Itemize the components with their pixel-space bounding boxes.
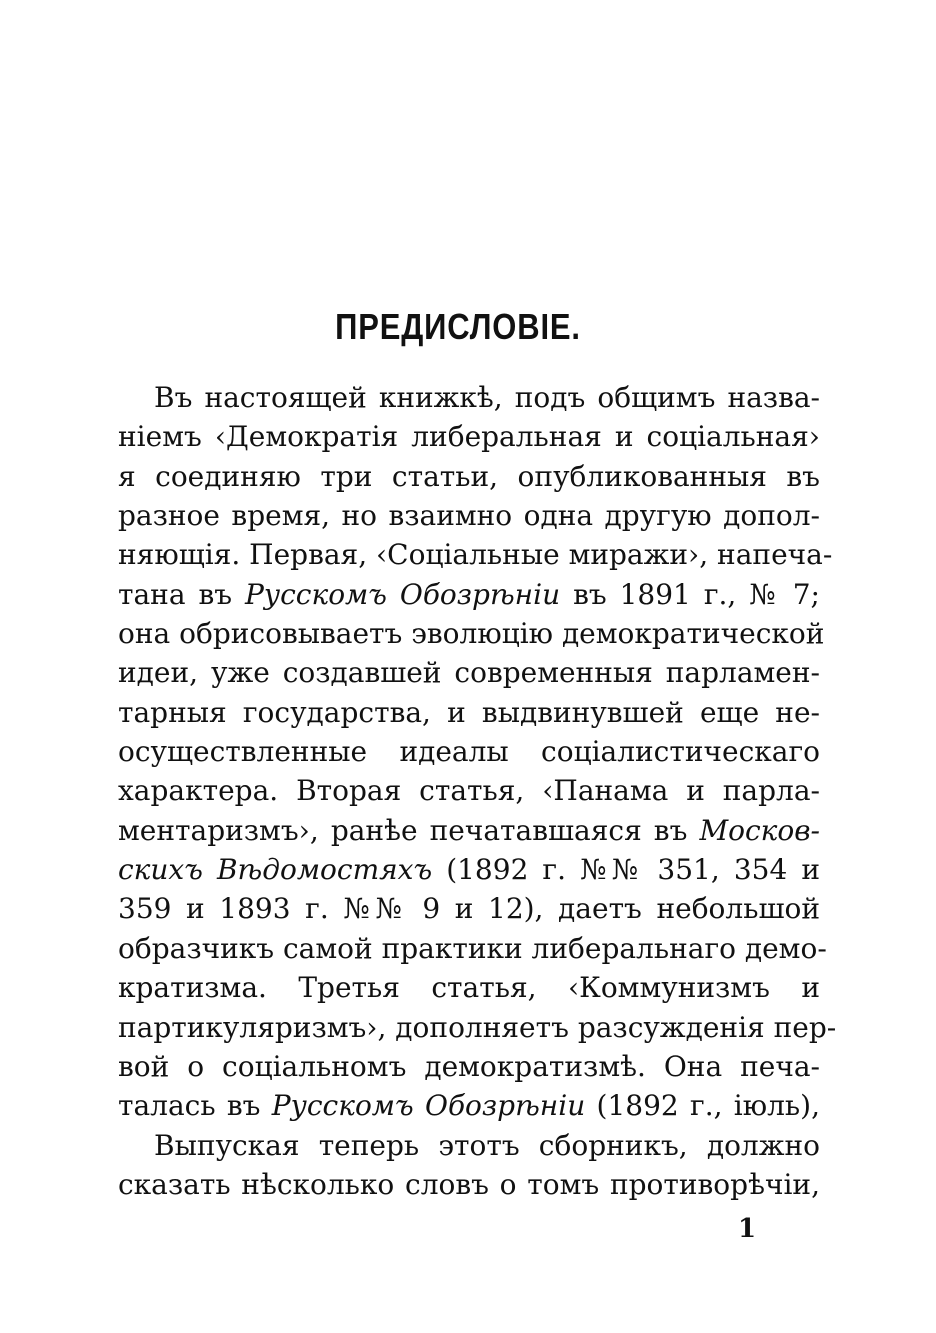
text-line: Выпуская теперь этотъ сборникъ, должно <box>154 1128 820 1162</box>
journal-title: скихъ Вѣдомостяхъ <box>118 853 433 887</box>
page-number: 1 <box>737 1214 757 1244</box>
text-line: кратизма. Третья статья, ‹Коммунизмъ и <box>118 971 820 1005</box>
text-line: характера. Вторая статья, ‹Панама и парла- <box>118 774 820 808</box>
journal-title: Русскомъ Обозрѣніи <box>245 577 561 611</box>
text-line: она обрисовываетъ эволюцію демократической <box>118 617 825 651</box>
text-line: партикуляризмъ›, дополняетъ разсужденія пер- <box>118 1010 837 1044</box>
text-line: няющія. Первая, ‹Соціальные миражи›, напеча- <box>118 538 833 572</box>
text-line: скихъ Вѣдомостяхъ (1892 г. №№ 351, 354 и <box>118 853 820 887</box>
text-line: вой о соціальномъ демократизмѣ. Она печа- <box>118 1049 820 1083</box>
text-line: 359 и 1893 г. №№ 9 и 12), даетъ небольшой <box>118 892 820 926</box>
text-line: ментаризмъ›, ранѣе печатавшаяся въ Москов- <box>118 813 820 847</box>
text-line: осуществленные идеалы соціалистическаго <box>118 735 820 769</box>
text-line: ніемъ ‹Демократія либеральная и соціальная› <box>118 420 820 454</box>
page-title: ПРЕДИСЛОВІЕ. <box>335 306 581 347</box>
text-line: тарныя государства, и выдвинувшей еще не- <box>118 695 820 729</box>
text-line: разное время, но взаимно одна другую допол- <box>118 499 820 533</box>
journal-title: Русскомъ Обозрѣніи <box>271 1089 586 1123</box>
text-line: Въ настоящей книжкѣ, подъ общимъ назва- <box>154 381 820 414</box>
text-line: идеи, уже создавшей современныя парламен- <box>118 656 820 690</box>
text-line: я соединяю три статьи, опубликованныя въ <box>118 459 820 493</box>
text-line: тана въ Русскомъ Обозрѣніи въ 1891 г., № 7; <box>118 577 820 611</box>
text-line: талась въ Русскомъ Обозрѣніи (1892 г., іюль), <box>118 1089 820 1123</box>
body-text <box>118 378 837 1204</box>
text-line: сказать нѣсколько словъ о томъ противорѣчіи, <box>118 1167 820 1201</box>
text-line: образчикъ самой практики либеральнаго демо- <box>118 931 827 965</box>
journal-title: Москов- <box>699 813 820 847</box>
